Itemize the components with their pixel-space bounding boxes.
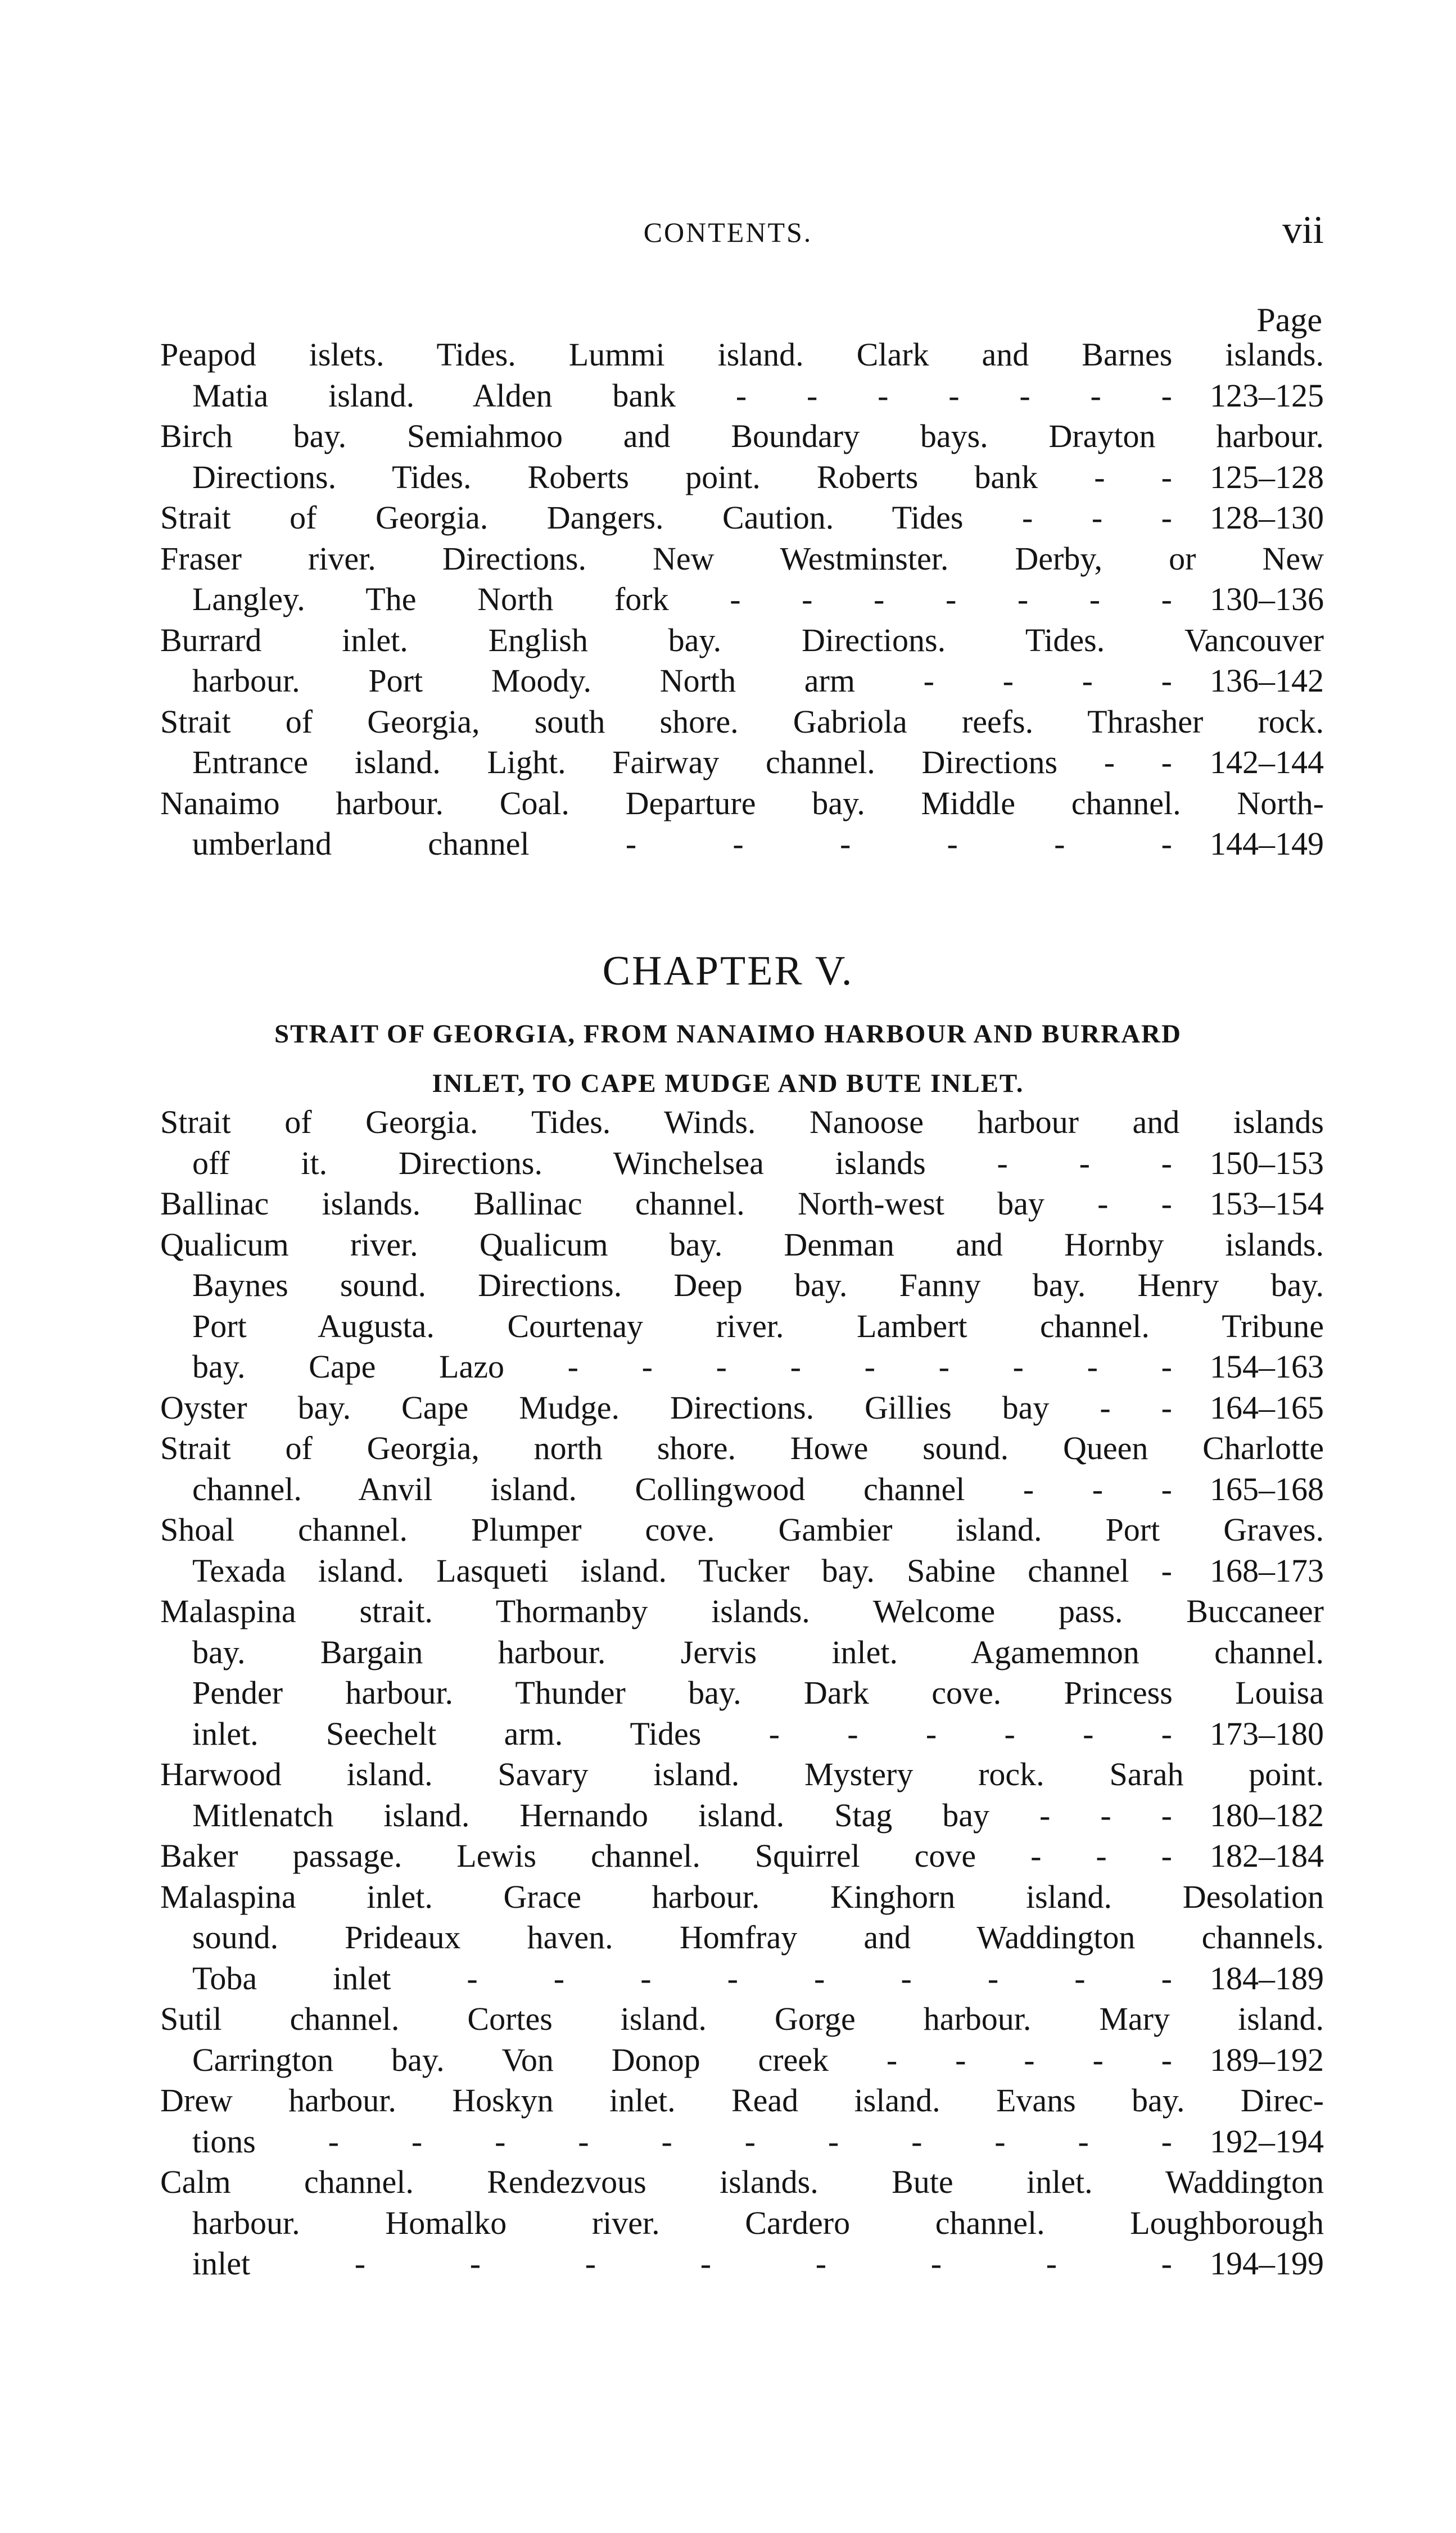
toc-page-range: 125–128 [1210,458,1324,495]
toc-entry-line: sound. Prideaux haven. Homfray and Waddington channels. [192,1919,1324,1956]
toc-page-range: 173–180 [1210,1715,1324,1752]
toc-page-range: 144–149 [1210,825,1324,862]
toc-entry [160,539,1324,620]
toc-entry [160,2080,1324,2162]
toc-entry-line: Carrington bay. Von Donop creek - - - - - [192,2041,1172,2078]
toc-entry-line: Oyster bay. Cape Mudge. Directions. Gillies bay - - [160,1389,1172,1426]
toc-entry [160,620,1324,702]
toc-entry-line: Port Augusta. Courtenay river. Lambert channel. Tribune [192,1307,1324,1344]
toc-page-range: 128–130 [1210,499,1324,536]
toc-entry [160,702,1324,783]
toc-entry-line: Pender harbour. Thunder bay. Dark cove. Princess Louisa [192,1674,1324,1711]
toc-entry [160,1184,1324,1225]
toc-page-range: 184–189 [1210,1959,1324,1997]
toc-entry [160,2162,1324,2284]
toc-entry-line: Texada island. Lasqueti island. Tucker bay. Sabine channel - [192,1552,1172,1589]
toc-entry-line: Entrance island. Light. Fairway channel. Directions - - [192,744,1172,780]
toc-entry [160,1428,1324,1510]
toc-entry-line: Baker passage. Lewis channel. Squirrel cove - - - [160,1837,1172,1874]
toc-entry-line: Burrard inlet. English bay. Directions. Tides. Vancouver [160,621,1324,658]
toc-entry-line: inlet - - - - - - - - [192,2245,1172,2282]
toc-entry [160,1877,1324,1999]
page-folio: vii [1282,209,1324,252]
contents-section-chapter-v [160,1102,1324,2284]
toc-entry-line: Malaspina strait. Thormanby islands. Welcome pass. Buccaneer [160,1593,1324,1629]
toc-page-range: 123–125 [1210,377,1324,414]
toc-entry-line: inlet. Seechelt arm. Tides - - - - - - [192,1715,1172,1752]
contents-section-chapter-iv [160,335,1324,865]
toc-entry [160,498,1324,539]
toc-entry [160,1754,1324,1836]
toc-entry-line: harbour. Homalko river. Cardero channel. Loughborough [192,2204,1324,2241]
running-title: CONTENTS. [643,216,813,248]
toc-entry-line: Nanaimo harbour. Coal. Departure bay. Middle channel. North- [160,784,1324,821]
toc-entry-line: tions - - - - - - - - - - - [192,2123,1172,2160]
toc-page-range: 154–163 [1210,1348,1324,1385]
toc-entry-line: umberland channel - - - - - - [192,825,1172,862]
toc-entry-line: Sutil channel. Cortes island. Gorge harbour. Mary island. [160,2001,1324,2037]
toc-entry-line: Langley. The North fork - - - - - - - [192,581,1172,617]
toc-entry-line: Toba inlet - - - - - - - - - [192,1959,1172,1997]
toc-entry [160,1836,1324,1877]
toc-entry-line: channel. Anvil island. Collingwood channel - - - [192,1470,1172,1507]
toc-entry-line: Directions. Tides. Roberts point. Roberts bank - - [192,458,1172,495]
toc-page-range: 180–182 [1210,1796,1324,1834]
toc-page-range: 165–168 [1210,1470,1324,1507]
toc-entry-line: Malaspina inlet. Grace harbour. Kinghorn island. Desolation [160,1878,1324,1915]
toc-entry-line: Strait of Georgia, north shore. Howe sound. Queen Charlotte [160,1430,1324,1466]
toc-entry-line: Ballinac islands. Ballinac channel. North-west bay - - [160,1185,1172,1222]
toc-entry [160,783,1324,865]
toc-entry [160,1225,1324,1388]
toc-entry-line: Drew harbour. Hoskyn inlet. Read island. Evans bay. Direc- [160,2082,1324,2119]
chapter-heading: CHAPTER V. [602,948,854,994]
toc-page-range: 136–142 [1210,662,1324,699]
toc-page-range: 168–173 [1210,1552,1324,1589]
toc-page-range: 142–144 [1210,744,1324,780]
toc-entry [160,1102,1324,1184]
toc-entry-line: Baynes sound. Directions. Deep bay. Fanny bay. Henry bay. [192,1267,1324,1303]
toc-entry-line: Strait of Georgia. Dangers. Caution. Tides - - - [160,499,1172,536]
toc-page-range: 150–153 [1210,1144,1324,1181]
toc-entry-line: Strait of Georgia, south shore. Gabriola reefs. Thrasher rock. [160,703,1324,740]
toc-page-range: 153–154 [1210,1185,1324,1222]
toc-entry [160,1999,1324,2080]
chapter-subtitle [208,1009,1248,1108]
chapter-subtitle-line: STRAIT OF GEORGIA, FROM NANAIMO HARBOUR AND BURRARD [274,1019,1182,1049]
toc-page-range: 164–165 [1210,1389,1324,1426]
toc-entry-line: Calm channel. Rendezvous islands. Bute inlet. Waddington [160,2164,1324,2200]
toc-entry [160,416,1324,498]
toc-page-range: 192–194 [1210,2123,1324,2160]
toc-entry-line: Strait of Georgia. Tides. Winds. Nanoose harbour and islands [160,1104,1324,1140]
toc-page-range: 194–199 [1210,2245,1324,2282]
chapter-subtitle-line: INLET, TO CAPE MUDGE AND BUTE INLET. [432,1069,1024,1098]
toc-entry [160,1388,1324,1429]
toc-entry-line: off it. Directions. Winchelsea islands - - - [192,1144,1172,1181]
toc-page-range: 130–136 [1210,581,1324,617]
running-head [0,208,1456,259]
toc-entry-line: Peapod islets. Tides. Lummi island. Clark and Barnes islands. [160,336,1324,373]
toc-entry-line: Matia island. Alden bank - - - - - - - [192,377,1172,414]
page-column-label: Page [1256,301,1322,338]
toc-entry-line: Qualicum river. Qualicum bay. Denman and Hornby islands. [160,1226,1324,1263]
toc-entry-line: Shoal channel. Plumper cove. Gambier island. Port Graves. [160,1511,1324,1548]
toc-entry-line: bay. Bargain harbour. Jervis inlet. Agamemnon channel. [192,1633,1324,1670]
toc-page-range: 182–184 [1210,1837,1324,1874]
toc-entry-line: Birch bay. Semiahmoo and Boundary bays. Drayton harbour. [160,418,1324,454]
toc-page-range: 189–192 [1210,2041,1324,2078]
toc-entry [160,335,1324,416]
toc-entry [160,1591,1324,1754]
toc-entry-line: harbour. Port Moody. North arm - - - - [192,662,1172,699]
toc-entry-line: bay. Cape Lazo - - - - - - - - - [192,1348,1172,1385]
toc-entry-line: Fraser river. Directions. New Westminster. Derby, or New [160,540,1324,577]
toc-entry-line: Harwood island. Savary island. Mystery rock. Sarah point. [160,1756,1324,1792]
toc-entry [160,1510,1324,1591]
toc-entry-line: Mitlenatch island. Hernando island. Stag bay - - - [192,1796,1172,1834]
